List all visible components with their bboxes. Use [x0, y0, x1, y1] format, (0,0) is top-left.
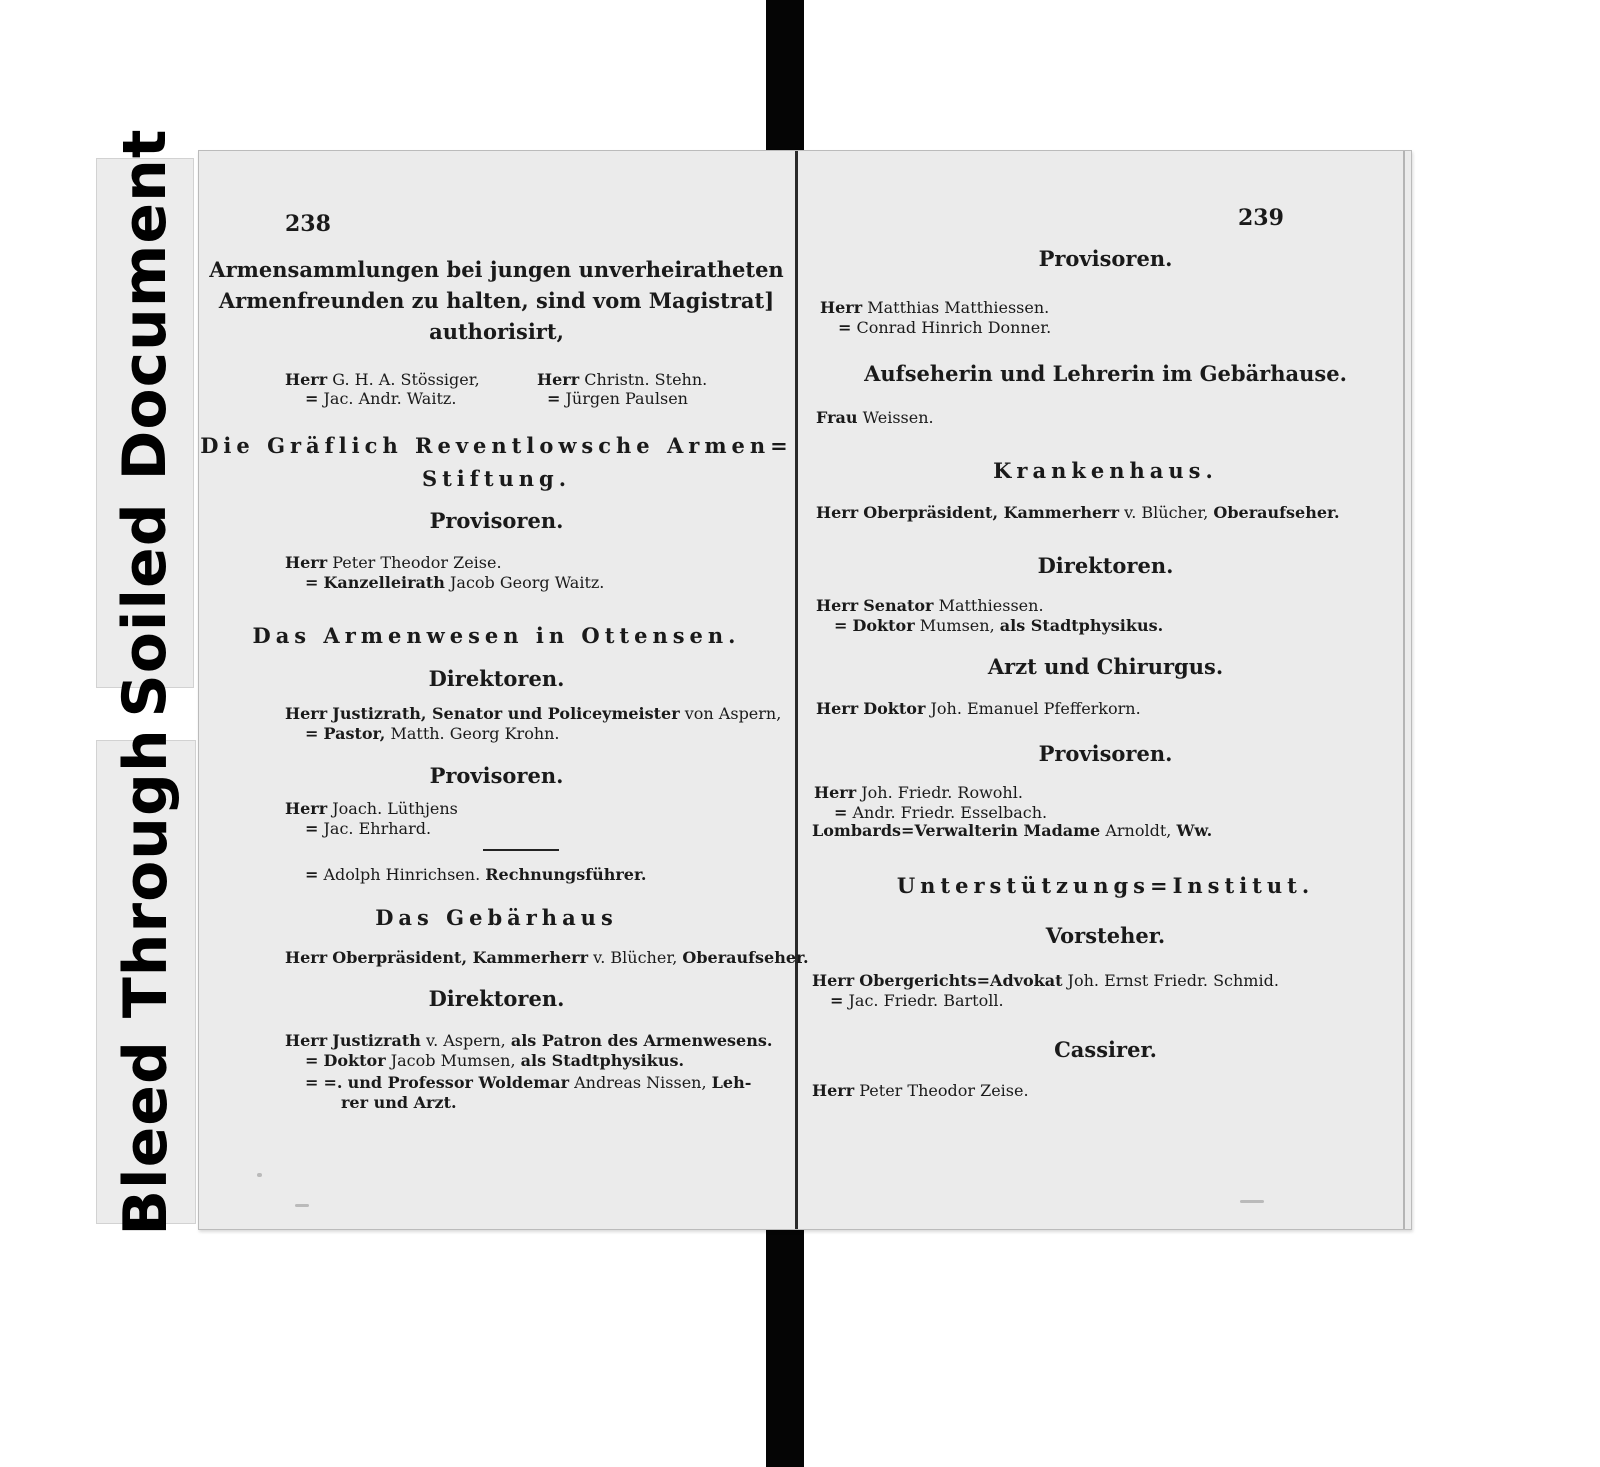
ditto-mark: =: [305, 724, 319, 743]
name-row: [537, 370, 707, 389]
person-title: Justizrath, Senator und Policeymeister: [332, 704, 680, 723]
honorific: Herr: [285, 799, 328, 818]
intro-line-3: authorisirt,: [429, 319, 564, 344]
name-row: [834, 616, 1163, 635]
name-row: [814, 783, 1023, 802]
person-name: Adolph Hinrichsen.: [323, 865, 481, 884]
person-name: Joh. Emanuel Pfefferkorn.: [930, 699, 1141, 718]
person-title: Senator: [863, 596, 934, 615]
person-title: Doktor: [863, 699, 926, 718]
stain-mark: [1240, 1200, 1264, 1203]
person-title: rer und Arzt.: [341, 1093, 457, 1112]
person-name: Matthias Matthiessen.: [867, 298, 1050, 317]
section-title-aufseherin: Aufseherin und Lehrerin im Gebärhause.: [864, 361, 1347, 386]
person-title: Oberaufseher.: [682, 948, 809, 967]
left-page: [199, 151, 809, 1229]
person-name: Arnoldt,: [1105, 821, 1172, 840]
honorific: Herr: [812, 1081, 855, 1100]
subheading-provisoren: Provisoren.: [1038, 246, 1173, 271]
name-row: [816, 408, 934, 427]
person-name: Jürgen Paulsen: [565, 389, 688, 408]
person-name: Joh. Ernst Friedr. Schmid.: [1067, 971, 1279, 990]
person-title: Doktor: [323, 1051, 386, 1070]
name-row: [816, 699, 1141, 718]
honorific: Herr: [537, 370, 580, 389]
person-name: von Aspern,: [684, 704, 782, 723]
name-row: [305, 389, 456, 408]
honorific: Herr: [814, 783, 857, 802]
person-title: Oberaufseher.: [1213, 503, 1340, 522]
name-row: [830, 991, 1004, 1010]
subheading-arzt: Arzt und Chirurgus.: [987, 654, 1224, 679]
person-title: Rechnungsführer.: [485, 865, 647, 884]
person-name: Conrad Hinrich Donner.: [856, 318, 1052, 337]
person-name: Mumsen,: [919, 616, 995, 635]
ditto-mark: =: [305, 1051, 319, 1070]
section-title-reventlow-1: Die Gräflich Reventlowsche Armen=: [200, 433, 793, 458]
person-title: Oberpräsident, Kammerherr: [863, 503, 1119, 522]
page-number-left: 238: [285, 211, 331, 237]
person-title: und Professor Woldemar: [347, 1073, 569, 1092]
person-title: Kanzelleirath: [323, 573, 445, 592]
ditto-mark: =: [305, 389, 319, 408]
person-title: Oberpräsident, Kammerherr: [332, 948, 588, 967]
person-name: Jac. Friedr. Bartoll.: [848, 991, 1004, 1010]
person-name: Christn. Stehn.: [584, 370, 708, 389]
page-number-right: 239: [1238, 205, 1284, 231]
honorific: Herr: [285, 553, 328, 572]
bleed-through-text: Bleed Through: [111, 728, 181, 1236]
name-row: [305, 724, 560, 743]
person-title: Doktor: [852, 616, 915, 635]
name-row: [305, 1051, 684, 1070]
section-title-krankenhaus: Krankenhaus.: [993, 458, 1218, 483]
person-title: als Patron des Armenwesens.: [510, 1031, 773, 1050]
ditto-mark: =.: [323, 1073, 343, 1092]
ditto-mark: =: [830, 991, 844, 1010]
right-page: [800, 151, 1411, 1229]
ditto-mark: =: [305, 819, 319, 838]
subheading-direktoren: Direktoren.: [428, 986, 565, 1011]
person-name: Andreas Nissen,: [574, 1073, 707, 1092]
person-name: Weissen.: [862, 408, 934, 427]
honorific: Herr: [812, 971, 855, 990]
section-title-unterstuetzung: Unterstützungs=Institut.: [896, 873, 1315, 898]
name-row: [834, 803, 1047, 822]
subheading-direktoren: Direktoren.: [1037, 553, 1174, 578]
honorific: Herr: [285, 370, 328, 389]
person-name: Matth. Georg Krohn.: [390, 724, 560, 743]
name-row: [820, 298, 1049, 317]
ditto-mark: =: [305, 1073, 319, 1092]
section-title-ottensen: Das Armenwesen in Ottensen.: [252, 623, 741, 648]
person-title: Leh-: [711, 1073, 752, 1092]
subheading-vorsteher: Vorsteher.: [1045, 923, 1166, 948]
ditto-mark: =: [838, 318, 852, 337]
name-row: [547, 389, 688, 408]
person-name: Joach. Lüthjens: [332, 799, 458, 818]
name-row: [285, 704, 781, 723]
name-row: [305, 819, 431, 838]
person-title: Ww.: [1176, 821, 1213, 840]
name-row: [285, 370, 480, 389]
name-row: [285, 948, 809, 967]
person-title: Pastor,: [323, 724, 386, 743]
subheading-provisoren: Provisoren.: [429, 508, 564, 533]
name-row: [812, 971, 1279, 990]
person-name: Andr. Friedr. Esselbach.: [852, 803, 1048, 822]
name-row: [305, 1073, 751, 1092]
name-row: [812, 821, 1212, 840]
section-title-reventlow-2: Stiftung.: [421, 466, 572, 491]
person-name: Joh. Friedr. Rowohl.: [861, 783, 1023, 802]
ditto-mark: =: [305, 573, 319, 592]
person-title: Obergerichts=Advokat: [859, 971, 1063, 990]
name-row: [285, 553, 502, 572]
ditto-mark: =: [305, 865, 319, 884]
subheading-direktoren: Direktoren.: [428, 666, 565, 691]
honorific: Herr: [816, 596, 859, 615]
person-name: v. Blücher,: [1124, 503, 1209, 522]
section-title-gebaerhaus: Das Gebärhaus: [375, 905, 618, 930]
name-row: [838, 318, 1051, 337]
ditto-mark: =: [834, 803, 848, 822]
bleed-through-label: [96, 728, 196, 1236]
person-name: Peter Theodor Zeise.: [332, 553, 502, 572]
stain-mark: [257, 1173, 262, 1177]
subheading-provisoren: Provisoren.: [429, 763, 564, 788]
person-title: als Stadtphysikus.: [520, 1051, 685, 1070]
ditto-mark: =: [547, 389, 561, 408]
binding-strip-top: [766, 0, 804, 152]
name-row: [816, 596, 1044, 615]
person-name: Jacob Mumsen,: [390, 1051, 516, 1070]
honorific: Herr: [285, 1031, 328, 1050]
subheading-provisoren: Provisoren.: [1038, 741, 1173, 766]
honorific: Frau: [816, 408, 858, 427]
person-title: Justizrath: [332, 1031, 421, 1050]
name-row: [341, 1093, 457, 1112]
binding-strip-bottom: [766, 1226, 804, 1467]
ditto-mark: =: [834, 616, 848, 635]
honorific: Herr: [820, 298, 863, 317]
honorific: Herr: [285, 704, 328, 723]
name-row: [285, 799, 458, 818]
name-row: [812, 1081, 1029, 1100]
soiled-document-label: [96, 128, 194, 718]
name-row: [285, 1031, 772, 1050]
page-gutter: [795, 151, 798, 1229]
soiled-document-text: Soiled Document: [110, 128, 180, 718]
stain-mark: [295, 1204, 309, 1207]
book-spread: [198, 150, 1412, 1230]
honorific: Herr: [816, 503, 859, 522]
name-row: [816, 503, 1340, 522]
intro-line-2: Armenfreunden zu halten, sind vom Magistrat]: [218, 288, 775, 313]
subheading-cassirer: Cassirer.: [1054, 1037, 1157, 1062]
divider-rule: [483, 849, 559, 851]
name-row: [305, 865, 646, 884]
intro-line-1: Armensammlungen bei jungen unverheiratheten: [209, 257, 784, 282]
person-title: Lombards=Verwalterin Madame: [812, 821, 1101, 840]
person-name: v. Blücher,: [593, 948, 678, 967]
person-name: Peter Theodor Zeise.: [859, 1081, 1029, 1100]
person-name: G. H. A. Stössiger,: [332, 370, 480, 389]
person-name: Jacob Georg Waitz.: [450, 573, 605, 592]
person-name: Jac. Ehrhard.: [323, 819, 432, 838]
person-name: Matthiessen.: [938, 596, 1044, 615]
person-title: als Stadtphysikus.: [999, 616, 1164, 635]
honorific: Herr: [816, 699, 859, 718]
honorific: Herr: [285, 948, 328, 967]
name-row: [305, 573, 604, 592]
person-name: v. Aspern,: [425, 1031, 506, 1050]
person-name: Jac. Andr. Waitz.: [323, 389, 457, 408]
